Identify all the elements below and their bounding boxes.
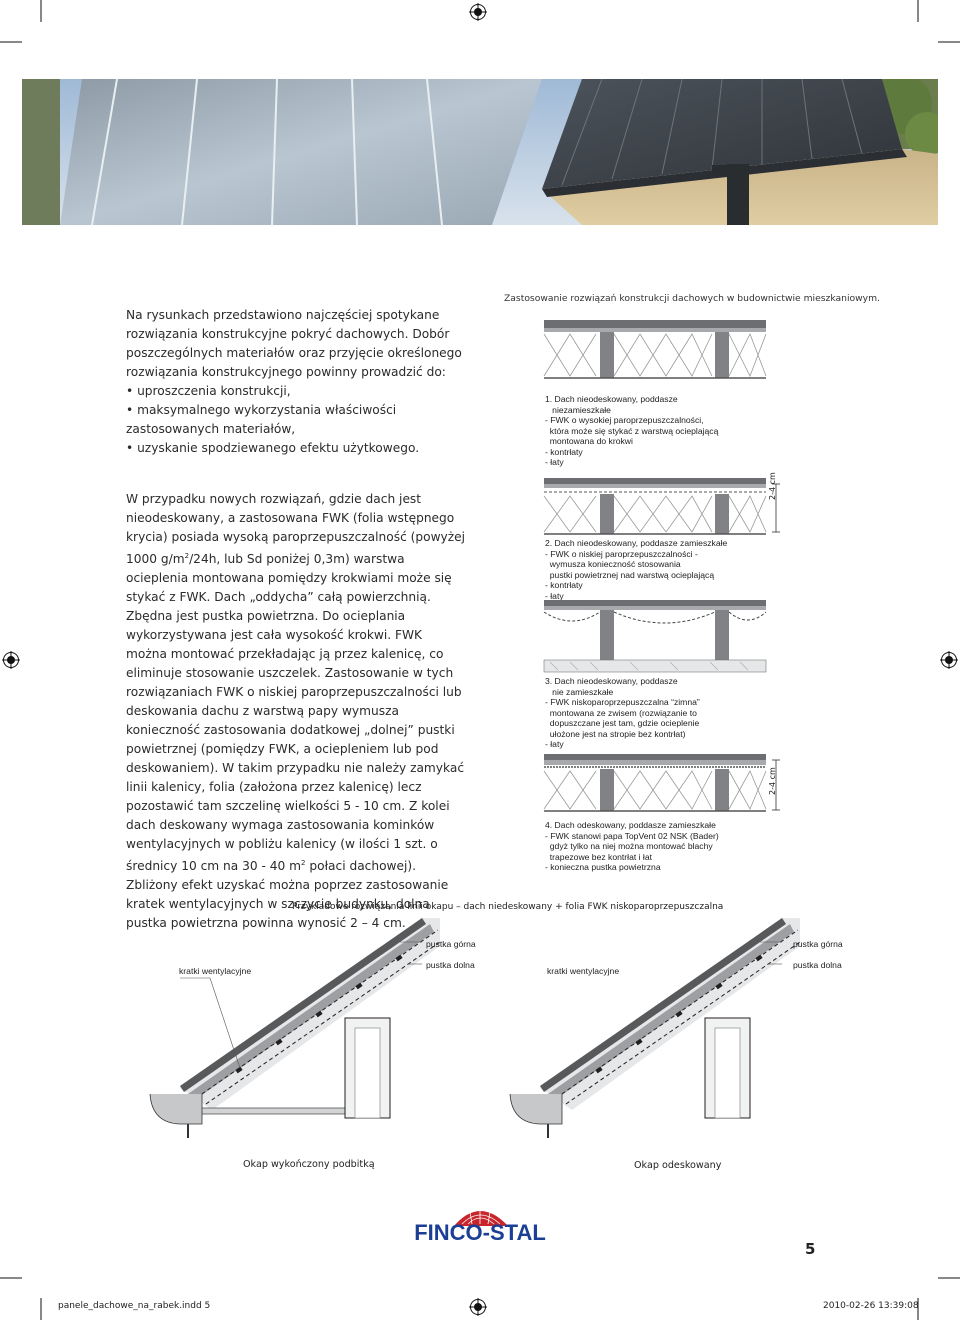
diagram-3-label: [545, 676, 700, 750]
label-upper-gap: pustka górna: [426, 939, 476, 949]
eaves-section-title: Przykładowe rozwiązania linii okapu – dach niedeskowany + folia FWK niskoparoprzepuszczalna: [292, 902, 724, 912]
eaves-detail-left: [140, 918, 470, 1140]
diagram-line: która może się stykać z warstwą ocieplającą: [545, 425, 719, 436]
body-part-1: W przypadku nowych rozwiązań, gdzie dach jest nieodeskowany, a zastosowana FWK (folia wstępnego krycia) posiada wysoką paroprzepuszczalność (powyżej 1000 g/m: [126, 492, 466, 567]
diagram-line: - łaty: [545, 457, 564, 467]
list-item: • maksymalnego wykorzystania właściwości zastosowanych materiałów,: [126, 401, 466, 439]
hero-roof-photo: [22, 79, 938, 225]
diagram-line: montowana ze zwisem (rozwiązanie to: [545, 707, 697, 718]
diagram-line: - łaty: [545, 739, 564, 749]
intro-text: [126, 306, 466, 458]
label-upper-gap: pustka górna: [793, 939, 843, 949]
diagram-line: - FWK o wysokiej paroprzepuszczalności,: [545, 415, 704, 425]
logo-text: FINCO-STAL: [414, 1220, 546, 1245]
diagram-line: ułożone jest na stropie bez kontrłat): [545, 728, 686, 739]
diagram-2-label: [545, 538, 727, 601]
page-number: 5: [805, 1240, 816, 1258]
superscript: 2: [184, 552, 190, 560]
label-vent: kratki wentylacyjne: [179, 966, 252, 976]
diagram-line: pustki powietrznej nad warstwą ocieplającą: [545, 569, 715, 580]
body-part-2: /24h, lub Sd poniżej 0,3m) warstwa ocieplenia montowana pomiędzy krokwiami może się stykać z FWK. Dach „oddycha” całą powierzchnią. Zbędna jest pustka powietrzna. Do ocieplania wykorzystywana jest cała wysokość krokwi. FWK można montować przekładając ją przez kalenicę, co eliminuje stosowanie uszczelek. Zastosowanie w tych rozwiązaniach FWK o niskiej paroprzepuszczalności lub deskowania dachu z warstwą papy wymusza konieczność zastosowania dodatkowej „dolnej” pustki powietrznej (pomiędzy FWK, a ociepleniem lub pod deskowaniem). W takim przypadku nie należy zamykać linii kalenicy, folia (założona przez kalenicę) lecz pozostawić tam szczelinę wielkości 5 - 10 cm. Z kolei dach deskowany wymaga zastosowania kominków wentylacyjnych w pobliżu kalenicy (w ilości 1 szt. o średnicy 10 cm na 30 - 40 m: [126, 552, 465, 874]
roof-section-diagram-3: [540, 598, 770, 674]
caption-right: Okap odeskowany: [634, 1160, 722, 1171]
gap-dimension-label: 2-4 cm: [768, 767, 777, 795]
body-part-3: połaci dachowej). Zbliżony efekt uzyskać można poprzez zastosowanie kratek wentylacyjnych w szczycie budynku, dolna pustka powietrzna powinna wynosić 2 – 4 cm.: [126, 859, 449, 931]
diagram-line: - FWK o niskiej paroprzepuszczalności -: [545, 548, 698, 559]
diagram-line: - konieczna pustka powietrzna: [545, 862, 661, 872]
label-lower-gap: pustka dolna: [793, 960, 842, 970]
list-item: • uzyskanie spodziewanego efektu użytkowego.: [126, 439, 466, 458]
diagram-1-label: [545, 394, 718, 468]
registration-mark-icon: [940, 651, 958, 669]
roof-section-diagram-4: [540, 752, 800, 816]
list-item: • uproszczenia konstrukcji,: [126, 382, 466, 401]
diagram-line: wymusza konieczność stosowania: [545, 559, 681, 569]
diagram-line: - FWK stanowi papa TopVent 02 NSK (Bader): [545, 830, 719, 841]
footer-file: panele_dachowe_na_rabek.indd 5: [58, 1301, 211, 1311]
diagram-line: trapezowe bez kontrłat i łat: [545, 851, 652, 862]
diagram-line: - kontrłaty: [545, 446, 583, 457]
eaves-detail-right: [500, 918, 810, 1140]
label-lower-gap: pustka dolna: [426, 960, 475, 970]
roof-section-diagram-2: [540, 476, 800, 538]
diagram-line: - kontrłaty: [545, 580, 583, 590]
intro-paragraph: Na rysunkach przedstawiono najczęściej spotykane rozwiązania konstrukcyjne pokryć dachowych. Dobór poszczególnych materiałów oraz przyjęcie określonego rozwiązania konstrukcyjnego powinny prowadzić do:: [126, 308, 462, 379]
registration-mark-icon: [469, 3, 487, 21]
body-text: [126, 490, 466, 933]
superscript: 2: [301, 859, 306, 868]
diagram-line: 4. Dach odeskowany, poddasze zamieszkałe: [545, 820, 716, 830]
finco-stal-logo: [410, 1202, 550, 1246]
registration-mark-icon: [2, 651, 20, 669]
roof-section-diagram-1: [540, 318, 770, 386]
diagram-line: dopuszczane jest tam, gdzie ocieplenie: [545, 718, 700, 728]
diagram-line: 2. Dach nieodeskowany, poddasze zamieszkałe: [545, 538, 728, 548]
diagram-line: - łaty: [545, 590, 564, 601]
diagram-line: 1. Dach nieodeskowany, poddasze: [545, 394, 678, 404]
diagram-line: niezamieszkałe: [545, 404, 611, 415]
registration-mark-icon: [469, 1298, 487, 1316]
diagrams-title: Zastosowanie rozwiązań konstrukcji dachowych w budownictwie mieszkaniowym.: [504, 293, 880, 304]
diagram-line: gdyż tylko na niej można montować blachy: [545, 841, 713, 851]
diagram-line: 3. Dach nieodeskowany, poddasze: [545, 676, 678, 686]
diagram-line: - FWK niskoparoprzepuszczalna “zimna”: [545, 697, 700, 707]
gap-dimension-label: 2-4 cm: [768, 472, 777, 500]
diagram-line: montowana do krokwi: [545, 436, 633, 446]
label-vent: kratki wentylacyjne: [547, 966, 620, 976]
body-paragraph: [126, 490, 466, 933]
intro-list: [126, 382, 466, 458]
caption-left: Okap wykończony podbitką: [243, 1159, 375, 1170]
footer-timestamp: 2010-02-26 13:39:08: [823, 1301, 919, 1311]
diagram-line: nie zamieszkałe: [545, 686, 614, 697]
diagram-4-label: [545, 820, 719, 873]
